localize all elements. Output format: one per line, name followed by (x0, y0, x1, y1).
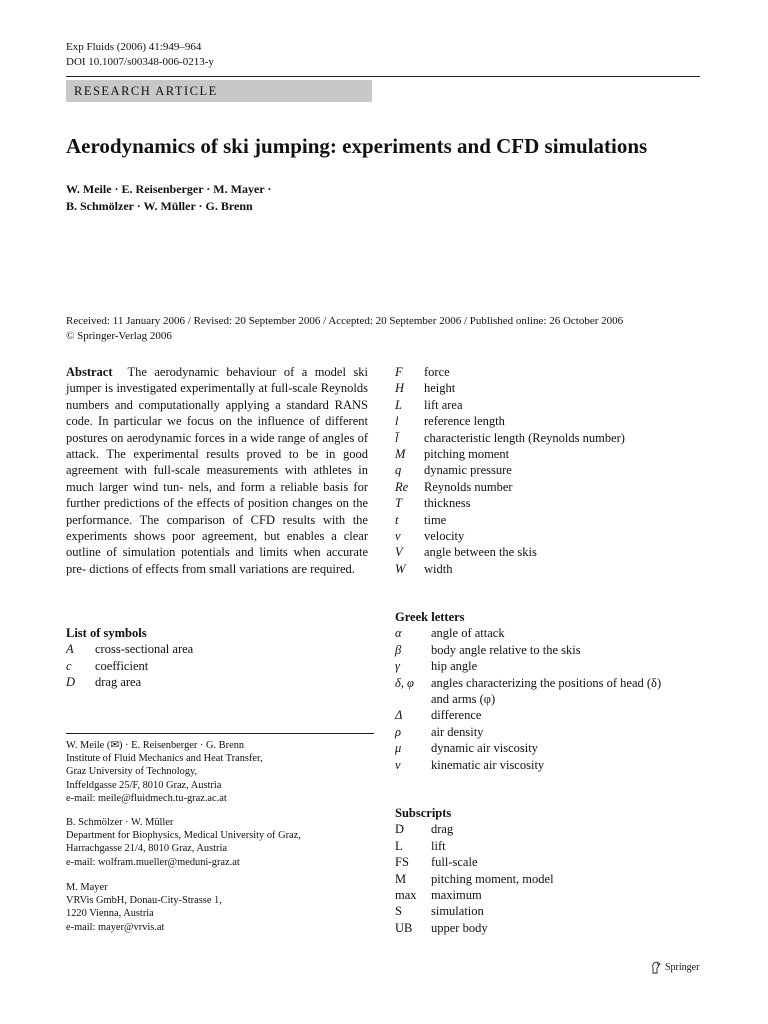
symbol-description: angle between the skis (424, 545, 537, 560)
abstract-line: dictions of effects from small variations are required. (89, 561, 355, 576)
symbol-key: q (395, 463, 402, 478)
symbol-description: drag area (95, 675, 142, 690)
abstract-line: The comparison of CFD results with the experiments (66, 512, 368, 544)
symbol-key: W (395, 561, 406, 576)
symbol-key: M (395, 447, 406, 462)
symbol-description: air density (431, 724, 484, 739)
symbol-row (395, 675, 705, 691)
symbol-row (395, 430, 705, 446)
affiliation-line: Institute of Fluid Mechanics and Heat Transfer, (66, 753, 263, 765)
symbol-row (66, 674, 366, 690)
abstract-line: in a wide range of angles of attack. The experimental (66, 430, 368, 462)
symbol-description: upper body (431, 920, 488, 935)
symbol-description: kinematic air viscosity (431, 757, 545, 772)
symbol-description: lift (431, 838, 446, 853)
symbol-row (395, 380, 705, 396)
symbol-row (395, 446, 705, 462)
symbol-key: V (395, 545, 403, 560)
affiliation-names: W. Meile (✉) · E. Reisenberger · G. Brenn (66, 740, 245, 751)
affiliation-3 (66, 881, 376, 934)
symbols-list-right (395, 364, 705, 577)
publication-dates (66, 314, 623, 344)
symbol-row (395, 920, 705, 936)
symbol-key: ρ (395, 724, 401, 739)
abstract-label: Abstract (66, 365, 113, 379)
symbol-row (395, 740, 705, 756)
symbols-heading: List of symbols (66, 626, 147, 640)
symbol-description: time (424, 512, 447, 527)
affiliation-email[interactable]: e-mail: meile@fluidmech.tu-graz.ac.at (66, 792, 227, 804)
symbol-description: full-scale (431, 855, 478, 870)
symbol-row (395, 871, 705, 887)
symbol-description: maximum (431, 888, 482, 903)
affiliation-line: VRVis GmbH, Donau-City-Strasse 1, (66, 895, 222, 907)
symbol-row (395, 757, 705, 773)
abstract-line: the effects of position changes on the performance. (66, 496, 369, 527)
symbol-row (395, 495, 705, 511)
affiliation-names: M. Mayer (66, 882, 108, 893)
springer-horse-icon (650, 961, 662, 974)
affiliation-line: 1220 Vienna, Austria (66, 908, 154, 920)
symbol-key: Δ (395, 708, 403, 723)
symbol-description: characteristic length (Reynolds number) (424, 430, 625, 445)
abstract-body (66, 365, 368, 576)
affiliation-email[interactable]: e-mail: wolfram.mueller@meduni-graz.at (66, 856, 240, 868)
symbol-row (395, 707, 705, 723)
copyright-line: © Springer-Verlag 2006 (66, 330, 172, 342)
symbol-key: δ, φ (395, 675, 414, 690)
symbol-row (395, 642, 705, 658)
symbol-row (395, 413, 705, 429)
doi: DOI 10.1007/s00348-006-0213-y (66, 56, 214, 68)
symbol-description: angles characterizing the positions of head (δ) (431, 675, 662, 690)
symbol-key: l (395, 414, 399, 429)
symbol-description: lift area (424, 397, 463, 412)
symbol-key: v (395, 529, 401, 544)
header-rule (66, 76, 700, 77)
affiliation-line: Inffeldgasse 25/F, 8010 Graz, Austria (66, 779, 222, 791)
article-type-banner: RESEARCH ARTICLE (66, 80, 372, 102)
authors-line-2: B. Schmölzer · W. Müller · G. Brenn (66, 199, 253, 213)
abstract-line: Reynolds numbers and computationally applying a (66, 381, 369, 412)
symbol-row (395, 887, 705, 903)
affiliation-1 (66, 739, 376, 805)
symbol-key: Re (395, 479, 409, 494)
symbol-description: reference length (424, 414, 505, 429)
affiliation-names: B. Schmölzer · W. Müller (66, 817, 174, 828)
affiliation-line: Department for Biophysics, Medical University of Graz, (66, 830, 301, 842)
symbol-row (395, 903, 705, 919)
symbol-key: FS (395, 855, 409, 870)
symbol-description: Reynolds number (424, 479, 513, 494)
abstract (66, 364, 368, 577)
symbol-description: velocity (424, 529, 465, 544)
subscripts-list (395, 805, 705, 936)
symbol-key: M (395, 871, 407, 886)
symbol-row (395, 544, 705, 560)
symbol-row (395, 397, 705, 413)
symbol-row (395, 479, 705, 495)
affiliation-line: Harrachgasse 21/4, 8010 Graz, Austria (66, 843, 228, 855)
symbol-description: height (424, 381, 456, 396)
affiliation-2 (66, 816, 376, 869)
symbol-row (395, 854, 705, 870)
affiliation-email[interactable]: e-mail: mayer@vrvis.at (66, 921, 165, 933)
subscripts-heading: Subscripts (395, 806, 452, 820)
symbol-key: D (66, 675, 76, 690)
abstract-line: jumper is investigated experimentally at full-scale (66, 381, 318, 396)
symbol-row (395, 561, 705, 577)
symbol-key: S (395, 904, 402, 919)
symbol-row (395, 724, 705, 740)
authors-line-1: W. Meile · E. Reisenberger · M. Mayer · (66, 182, 272, 196)
symbol-description: force (424, 365, 450, 379)
symbol-description: simulation (431, 904, 484, 919)
publisher-logo (650, 961, 699, 974)
symbol-key: D (395, 822, 405, 837)
symbol-row (66, 658, 366, 674)
author-list (66, 181, 271, 215)
publisher-name: Springer (665, 962, 700, 973)
symbol-row (66, 641, 366, 657)
symbols-list-left (66, 625, 366, 691)
symbol-description: body angle relative to the skis (431, 642, 581, 657)
symbol-key: H (395, 381, 405, 396)
symbol-key: α (395, 626, 402, 641)
symbol-row (395, 462, 705, 478)
symbol-description: angle of attack (431, 626, 505, 641)
symbol-key: c (66, 658, 72, 673)
symbol-description: thickness (424, 496, 471, 511)
symbol-key: T (395, 496, 402, 511)
symbol-description: difference (431, 708, 482, 723)
symbol-description: pitching moment (424, 447, 510, 462)
symbol-description: coefficient (95, 658, 149, 673)
symbol-key: UB (395, 920, 413, 935)
symbol-row (395, 658, 705, 674)
greek-letters-list (395, 609, 705, 773)
symbol-description: width (424, 561, 453, 576)
symbol-key: μ (395, 741, 402, 756)
symbol-key: L (395, 838, 403, 853)
symbol-key: max (395, 888, 417, 903)
abstract-line: simulation potentials and limits when accurate pre- (66, 545, 368, 576)
symbol-row (395, 821, 705, 837)
symbol-key: β (395, 642, 402, 657)
symbol-key: ν (395, 757, 401, 772)
symbol-description: cross-sectional area (95, 642, 194, 657)
symbol-description: hip angle (431, 659, 478, 674)
symbol-description: and arms (φ) (431, 692, 496, 707)
abstract-line: results proved to be in good agreement with full-scale (66, 447, 369, 478)
symbol-key: γ (395, 659, 400, 674)
abstract-line: influence of different postures on aerodynamic forces (66, 414, 368, 445)
symbol-key (395, 691, 431, 707)
greek-heading: Greek letters (395, 610, 465, 624)
affiliation-line: Graz University of Technology, (66, 766, 198, 778)
symbol-description: dynamic pressure (424, 463, 512, 478)
symbol-key: L (395, 397, 402, 412)
symbol-key: t (395, 512, 399, 527)
symbol-key: F (395, 365, 403, 379)
abstract-line: shows poor agreement, but enables a clear outline of (66, 529, 368, 560)
symbol-description: dynamic air viscosity (431, 741, 538, 756)
symbol-row (395, 691, 705, 707)
symbol-key: A (66, 642, 74, 657)
journal-citation (66, 40, 214, 70)
paper-title: Aerodynamics of ski jumping: experiments and CFD simulations (66, 134, 648, 158)
symbol-key: l̄ (395, 430, 399, 445)
symbol-description: drag (431, 822, 454, 837)
abstract-line: The aerodynamic behaviour of a model ski (127, 365, 369, 379)
symbol-row (395, 512, 705, 528)
abstract-line: nels, and form a reliable basis for further predictions of (66, 479, 369, 511)
journal-volume: Exp Fluids (2006) 41:949–964 (66, 41, 202, 53)
dates-line: Received: 11 January 2006 / Revised: 20 September 2006 / Accepted: 20 September 2006 / Published online: 26 October 2006 (66, 315, 624, 327)
symbol-row (395, 364, 705, 380)
symbol-row (395, 528, 705, 544)
abstract-line: standard RANS code. In particular we focus on the (66, 397, 368, 429)
affiliation-rule (66, 733, 374, 734)
symbol-description: pitching moment, model (431, 871, 554, 886)
abstract-line: measurements with athletes in much larger wind tun- (66, 463, 369, 494)
symbol-row (395, 625, 705, 641)
symbol-row (395, 838, 705, 854)
